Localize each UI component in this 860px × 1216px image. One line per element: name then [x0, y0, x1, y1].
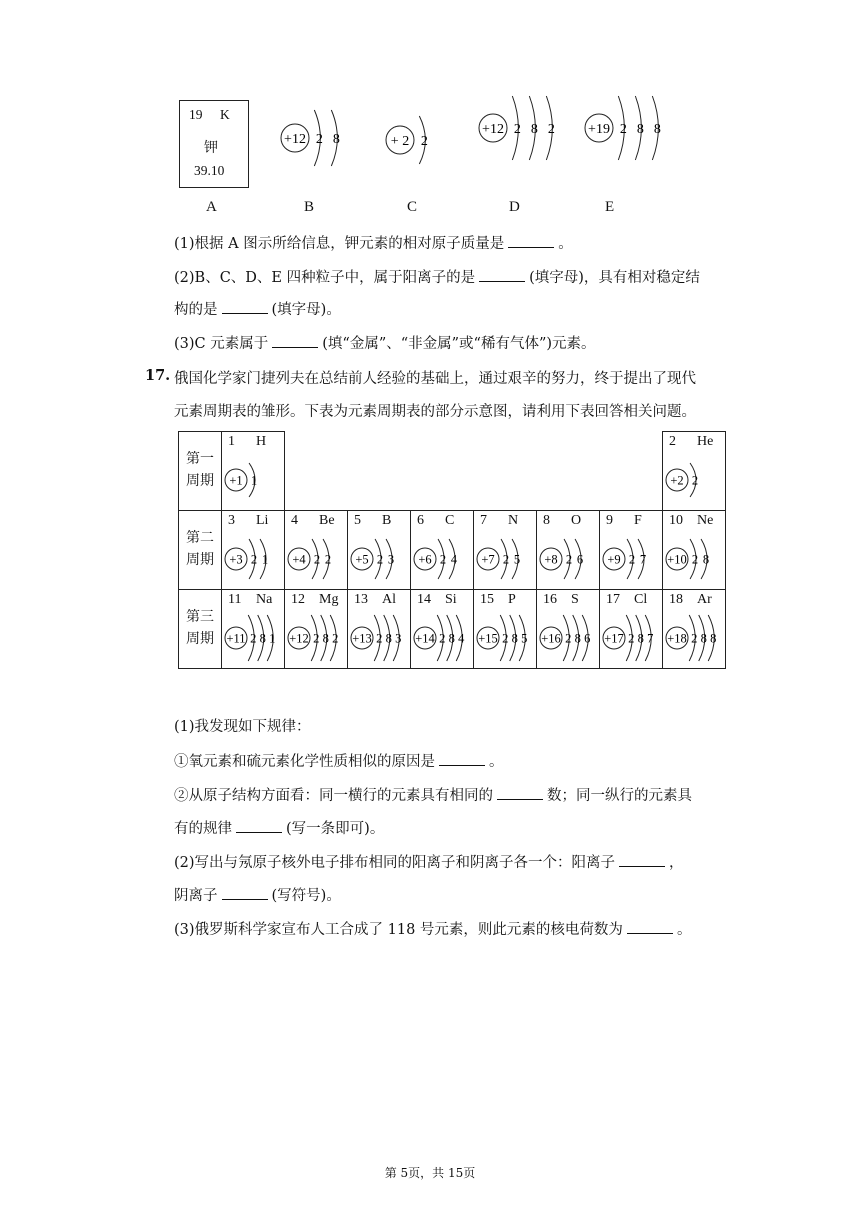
shell-electron-count: 4	[450, 552, 458, 567]
q16-part2-cont: 构的是 (填字母)。	[174, 302, 341, 318]
element-symbol: Cl	[634, 592, 648, 607]
answer-blank[interactable]	[627, 921, 673, 934]
nucleus-charge: +13	[352, 631, 372, 646]
answer-blank[interactable]	[508, 235, 554, 248]
element-symbol: Be	[319, 513, 335, 528]
shell-electron-count: 2	[547, 121, 555, 137]
ion-diagram-b	[280, 93, 370, 183]
shell-electron-count: 8	[700, 631, 707, 646]
periodic-table	[178, 431, 726, 669]
shell-electron-count: 2	[313, 631, 320, 646]
nucleus-charge: +7	[481, 552, 495, 567]
nucleus-charge: +12	[289, 631, 309, 646]
period-row-2	[179, 511, 726, 590]
shell-electron-count: 4	[458, 631, 465, 646]
element-header	[354, 513, 392, 529]
atom-structure	[663, 452, 725, 506]
nucleus-charge: +19	[588, 121, 610, 137]
element-header	[354, 592, 396, 608]
element-symbol: Si	[445, 592, 457, 607]
element-symbol: P	[508, 592, 516, 607]
atom-structure	[474, 610, 536, 664]
element-header	[669, 513, 714, 529]
page-footer: 第 5页，共 15页	[384, 1166, 476, 1180]
period-row-1	[179, 432, 726, 511]
element-box-a	[179, 100, 249, 188]
shell-electron-count: 8	[332, 131, 340, 147]
shell-electron-count: 2	[619, 121, 627, 137]
nucleus-charge: +5	[355, 552, 369, 567]
shell-electron-count: 8	[322, 631, 329, 646]
nucleus-charge: +18	[667, 631, 687, 646]
element-cell-si	[411, 590, 474, 669]
shell-electron-count: 8	[511, 631, 518, 646]
shell-electron-count: 2	[332, 631, 339, 646]
element-cell-ar	[663, 590, 726, 669]
shell-electron-count: 2	[502, 631, 509, 646]
q17-part1c: 有的规律 (写一条即可)。	[174, 821, 385, 837]
atomic-number: 14	[417, 592, 431, 607]
shell-electron-count: 2	[439, 552, 447, 567]
element-symbol: K	[220, 107, 230, 122]
element-cell-f	[600, 511, 663, 590]
answer-blank[interactable]	[497, 787, 543, 800]
atomic-number: 15	[480, 592, 494, 607]
q16-part1: (1)根据 A 图示所给信息，钾元素的相对原子质量是 。	[174, 236, 573, 252]
shell-electron-count: 2	[565, 552, 573, 567]
shell-electron-count: 8	[574, 631, 581, 646]
atom-structure	[537, 531, 599, 585]
answer-blank[interactable]	[272, 335, 318, 348]
shell-electron-count: 2	[376, 552, 384, 567]
atomic-number: 18	[669, 592, 683, 607]
nucleus-charge: +9	[607, 552, 621, 567]
nucleus-charge: +17	[604, 631, 624, 646]
period-label: 第三 周期	[179, 590, 222, 669]
shell-electron-count: 2	[376, 631, 383, 646]
shell-electron-count: 2	[439, 631, 446, 646]
empty-gap	[285, 432, 663, 511]
shell-electron-count: 6	[576, 552, 584, 567]
figure-label-e: E	[605, 199, 615, 215]
atom-structure	[663, 531, 725, 585]
shell-electron-count: 2	[420, 133, 428, 149]
atomic-number: 19	[189, 107, 203, 122]
answer-blank[interactable]	[236, 820, 282, 833]
element-cell-o	[537, 511, 600, 590]
shell-electron-count: 5	[513, 552, 521, 567]
atom-structure	[537, 610, 599, 664]
nucleus-charge: +11	[226, 631, 246, 646]
shell-electron-count: 2	[250, 552, 258, 567]
atom-structure	[600, 610, 662, 664]
element-cell-na	[222, 590, 285, 669]
atom-structure	[600, 531, 662, 585]
element-cell-s	[537, 590, 600, 669]
atom-structure	[348, 610, 410, 664]
atom-structure	[663, 610, 725, 664]
element-header	[291, 513, 335, 529]
shell-electron-count: 1	[250, 473, 258, 488]
nucleus-charge: +10	[667, 552, 687, 567]
period-row-3	[179, 590, 726, 669]
shell-electron-count: 8	[385, 631, 392, 646]
element-cell-b	[348, 511, 411, 590]
shell-electron-count: 8	[530, 121, 538, 137]
element-symbol: N	[508, 513, 519, 528]
nucleus-charge: +12	[482, 121, 504, 137]
shell-electron-count: 2	[502, 552, 510, 567]
shell-electron-count: 3	[395, 631, 402, 646]
element-cell-cl	[600, 590, 663, 669]
shell-electron-count: 8	[637, 631, 644, 646]
element-cell-mg	[285, 590, 348, 669]
nucleus-charge: +16	[541, 631, 561, 646]
element-cell-he	[663, 432, 726, 511]
shell-electron-count: 2	[628, 552, 636, 567]
q17-part1a: ①氧元素和硫元素化学性质相似的原因是 。	[174, 754, 504, 770]
element-symbol: H	[256, 434, 267, 449]
q17-part1: (1)我发现如下规律：	[174, 719, 311, 735]
shell-electron-count: 2	[691, 552, 699, 567]
element-header	[228, 513, 269, 529]
atomic-number: 10	[669, 513, 683, 528]
nucleus-charge: +6	[418, 552, 432, 567]
element-symbol: Ar	[697, 592, 712, 607]
atomic-number: 17	[606, 592, 620, 607]
shell-electron-count: 2	[691, 631, 698, 646]
atomic-number: 16	[543, 592, 557, 607]
element-cell-c	[411, 511, 474, 590]
atomic-mass: 39.10	[194, 163, 225, 178]
atomic-number: 4	[291, 513, 298, 528]
q17-intro-line1: 俄国化学家门捷列夫在总结前人经验的基础上，通过艰辛的努力，终于提出了现代	[174, 371, 696, 387]
element-cell-ne	[663, 511, 726, 590]
ion-diagram-d	[478, 83, 588, 173]
atomic-number: 5	[354, 513, 361, 528]
element-symbol: O	[571, 513, 582, 528]
element-cell-li	[222, 511, 285, 590]
atom-structure	[285, 531, 347, 585]
element-symbol: Al	[382, 592, 396, 607]
element-header	[606, 592, 648, 608]
figure-label-a: A	[206, 199, 217, 215]
atomic-number: 7	[480, 513, 487, 528]
atomic-number: 2	[669, 434, 676, 449]
ion-diagram-c	[385, 95, 455, 185]
element-cell-h	[222, 432, 285, 511]
element-symbol: Na	[256, 592, 273, 607]
q17-part2-cont: 阴离子 (写符号)。	[174, 888, 341, 904]
nucleus-charge: +2	[670, 473, 684, 488]
q16-part2: (2)B、C、D、E 四种粒子中，属于阳离子的是 (填字母)，具有相对稳定结	[174, 270, 700, 286]
atomic-number: 6	[417, 513, 424, 528]
element-symbol: He	[697, 434, 714, 449]
nucleus-charge: +15	[478, 631, 498, 646]
shell-electron-count: 2	[628, 631, 635, 646]
shell-electron-count: 8	[702, 552, 710, 567]
answer-blank[interactable]	[619, 854, 665, 867]
shell-electron-count: 5	[521, 631, 528, 646]
atom-structure	[222, 452, 284, 506]
atom-structure	[474, 531, 536, 585]
element-symbol: S	[571, 592, 579, 607]
atomic-number: 12	[291, 592, 305, 607]
element-header	[669, 434, 714, 450]
element-header	[228, 434, 267, 450]
element-header	[606, 513, 642, 529]
element-symbol: Mg	[319, 592, 339, 607]
shell-electron-count: 7	[647, 631, 654, 646]
atom-structure	[285, 610, 347, 664]
answer-blank[interactable]	[479, 269, 525, 282]
atom-structure	[411, 531, 473, 585]
atomic-number: 13	[354, 592, 368, 607]
shell-electron-count: 2	[565, 631, 572, 646]
shell-electron-count: 3	[387, 552, 395, 567]
figure-label-c: C	[407, 199, 418, 215]
element-header	[417, 592, 457, 608]
nucleus-charge: +14	[415, 631, 435, 646]
shell-electron-count: 1	[261, 552, 269, 567]
element-header	[543, 513, 582, 529]
figure-label-d: D	[509, 199, 520, 215]
element-symbol: F	[634, 513, 642, 528]
element-header	[543, 592, 579, 608]
element-cell-p	[474, 590, 537, 669]
shell-electron-count: 2	[513, 121, 521, 137]
nucleus-charge: + 2	[390, 133, 410, 149]
nucleus-charge: +4	[292, 552, 306, 567]
figure-label-b: B	[304, 199, 315, 215]
shell-electron-count: 2	[250, 631, 257, 646]
answer-blank[interactable]	[222, 301, 268, 314]
shell-electron-count: 1	[269, 631, 276, 646]
element-symbol: B	[382, 513, 392, 528]
atomic-number: 8	[543, 513, 550, 528]
period-label: 第一 周期	[179, 432, 222, 511]
atom-structure	[222, 610, 284, 664]
nucleus-charge: +3	[229, 552, 243, 567]
element-symbol: C	[445, 513, 455, 528]
q16-part3: (3)C 元素属于 (填“金属”、“非金属”或“稀有气体”)元素。	[174, 336, 596, 352]
shell-electron-count: 8	[653, 121, 661, 137]
atomic-number: 1	[228, 434, 235, 449]
shell-electron-count: 7	[639, 552, 647, 567]
shell-electron-count: 8	[710, 631, 717, 646]
atom-structure	[348, 531, 410, 585]
shell-electron-count: 2	[313, 552, 321, 567]
shell-electron-count: 2	[324, 552, 332, 567]
element-symbol: Ne	[697, 513, 714, 528]
nucleus-charge: +1	[229, 473, 243, 488]
element-name: 钾	[204, 140, 218, 156]
question-number: 17.	[145, 367, 171, 384]
q17-part3: (3)俄罗斯科学家宣布人工合成了 118 号元素，则此元素的核电荷数为 。	[174, 922, 692, 938]
atom-structure	[411, 610, 473, 664]
shell-electron-count: 8	[636, 121, 644, 137]
shell-electron-count: 2	[315, 131, 323, 147]
atomic-number: 11	[228, 592, 242, 607]
atomic-number: 3	[228, 513, 235, 528]
q17-part2: (2)写出与氖原子核外电子排布相同的阳离子和阴离子各一个：阳离子 ，	[174, 855, 684, 871]
element-header	[669, 592, 712, 608]
q17-intro-line2: 元素周期表的雏形。下表为元素周期表的部分示意图，请利用下表回答相关问题。	[174, 404, 696, 420]
answer-blank[interactable]	[222, 887, 268, 900]
atomic-number: 9	[606, 513, 613, 528]
element-cell-be	[285, 511, 348, 590]
q17-part1b: ②从原子结构方面看：同一横行的元素具有相同的 数；同一纵行的元素具	[174, 788, 692, 804]
element-cell-al	[348, 590, 411, 669]
nucleus-charge: +8	[544, 552, 558, 567]
element-symbol: Li	[256, 513, 269, 528]
period-label: 第二 周期	[179, 511, 222, 590]
shell-electron-count: 8	[259, 631, 266, 646]
element-header	[417, 513, 455, 529]
answer-blank[interactable]	[439, 753, 485, 766]
shell-electron-count: 6	[584, 631, 591, 646]
atom-structure	[222, 531, 284, 585]
element-header	[228, 592, 273, 608]
shell-electron-count: 8	[448, 631, 455, 646]
element-header	[480, 592, 516, 608]
element-header	[480, 513, 519, 529]
ion-diagram-e	[584, 83, 694, 173]
element-cell-n	[474, 511, 537, 590]
element-header	[291, 592, 339, 608]
nucleus-charge: +12	[284, 131, 306, 147]
shell-electron-count: 2	[691, 473, 699, 488]
